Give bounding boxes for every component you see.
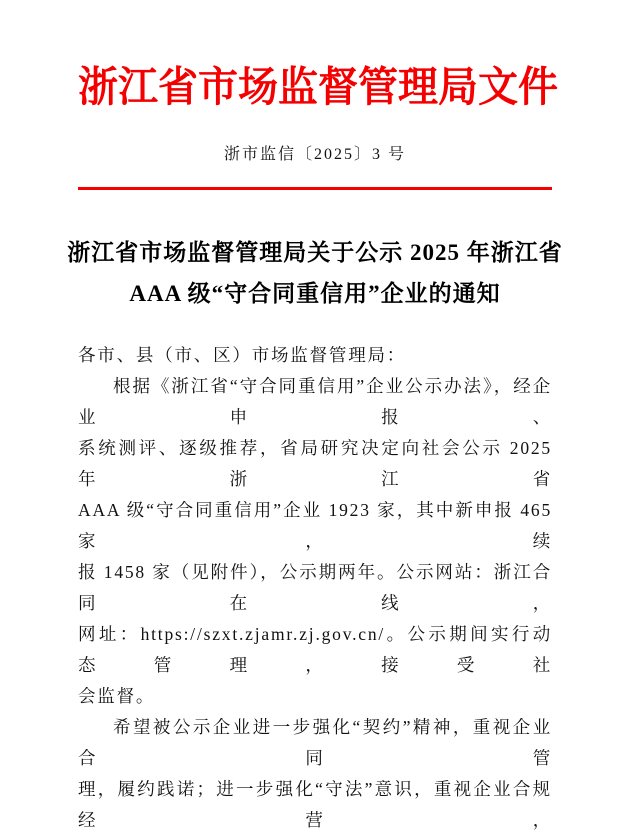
notice-title-line2: AAA 级“守合同重信用”企业的通知 — [129, 281, 501, 306]
salutation-line: 各市、县（市、区）市场监督管理局： — [78, 345, 407, 365]
doc-number: 浙市监信〔2025〕3 号 — [223, 146, 406, 163]
notice-body — [78, 340, 552, 836]
body-line: 系统测评、逐级推荐，省局研究决定向社会公示 2025 年浙江省 — [78, 438, 552, 489]
red-divider-rule — [78, 187, 552, 190]
body-line-url: 网址：https://szxt.zjamr.zj.gov.cn/。公示期间实行动态管理，接受社 — [78, 624, 552, 675]
notice-title — [62, 232, 568, 314]
body-line: 报 1458 家（见附件），公示期两年。公示网站：浙江合同在线， — [78, 562, 552, 613]
body-line: 理，履约践诺；进一步强化“守法”意识，重视企业合规经营， — [78, 779, 552, 830]
body-line: 会监督。 — [78, 686, 156, 706]
body-line: 希望被公示企业进一步强化“契约”精神，重视企业合同管 — [78, 717, 552, 768]
body-line: 根据《浙江省“守合同重信用”企业公示办法》，经企业申报、 — [78, 376, 552, 427]
notice-title-line1: 浙江省市场监督管理局关于公示 2025 年浙江省 — [67, 240, 563, 265]
body-line: AAA 级“守合同重信用”企业 1923 家，其中新申报 465 家，续 — [78, 500, 552, 551]
agency-header-title: 浙江省市场监督管理局文件 — [78, 63, 558, 111]
